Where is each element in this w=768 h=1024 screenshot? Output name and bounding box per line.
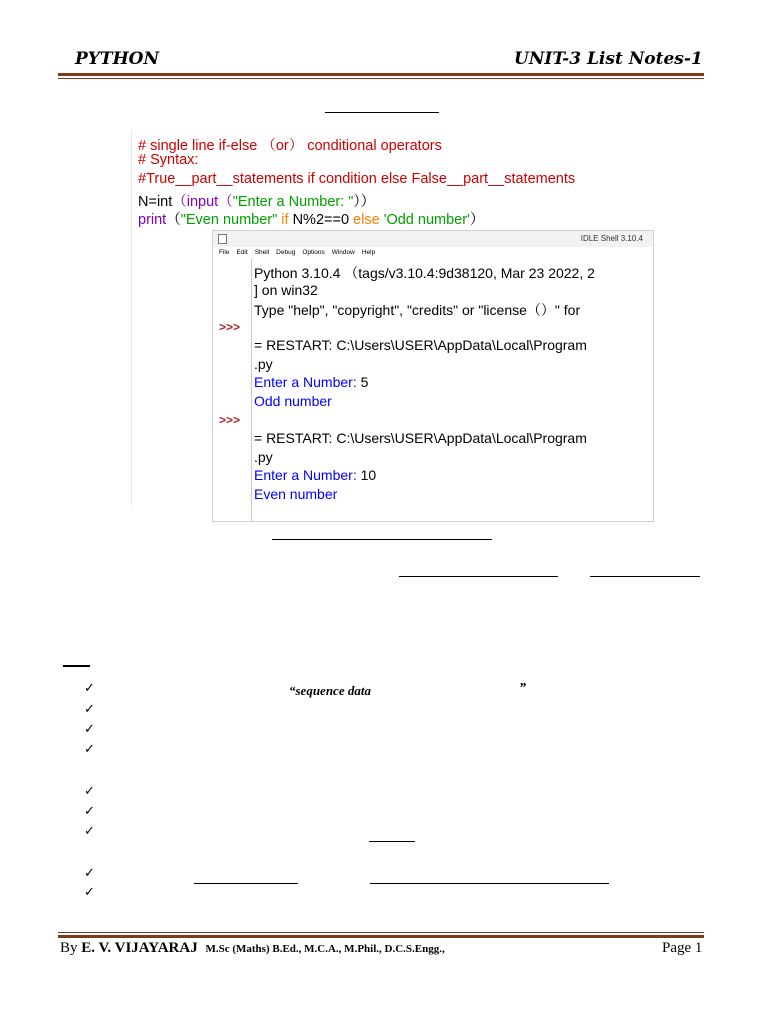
code-token-close-paren: ） (469, 212, 485, 228)
header-rule-thick (58, 73, 704, 76)
idle-shell-titlebar (213, 231, 653, 247)
code-token-prompt-string: "Enter a Number: " (232, 194, 354, 210)
idle-menu-bar (213, 247, 653, 259)
shell-input-1 (254, 374, 368, 390)
code-token-even-string: "Even number" (180, 212, 278, 228)
header-rule-thin (58, 78, 704, 79)
menu-edit[interactable]: Edit (236, 249, 248, 256)
shell-prompt-1: >>> (219, 320, 241, 334)
term-underline-1 (399, 576, 558, 577)
bullet-check-icon: ✓ (84, 702, 95, 717)
shell-banner-line-3: Type "help", "copyright", "credits" or "license（）" for (254, 302, 581, 318)
code-token-odd-string: 'Odd number' (383, 212, 470, 228)
shell-output-2: Even number (254, 486, 338, 502)
code-comment-1: # single line if-else （or） conditional operators (138, 138, 442, 154)
idle-shell-window (212, 230, 654, 522)
menu-shell[interactable]: Shell (254, 249, 270, 256)
shell-restart-2-ext: .py (254, 449, 273, 465)
shell-input-2 (254, 467, 376, 483)
shell-banner-line-1: Python 3.10.4 （tags/v3.10.4:9d38120, Mar 23 2022, 2 (254, 265, 595, 281)
idle-app-icon (218, 234, 227, 244)
shell-input-1-label: Enter a Number: (254, 374, 361, 390)
term-underline-2 (590, 576, 700, 577)
code-token-input: （input（ (172, 194, 233, 210)
bullet-check-icon: ✓ (84, 742, 95, 757)
quote-close: ” (519, 681, 526, 696)
section-heading-underline (272, 539, 492, 540)
shell-output-1: Odd number (254, 393, 332, 409)
footer-by: By (60, 940, 82, 956)
code-token-if: if (277, 212, 293, 228)
bullet-check-icon: ✓ (84, 885, 95, 900)
bullet-check-icon: ✓ (84, 804, 95, 819)
footer-page-number: Page 1 (662, 940, 703, 956)
footer-author-line (60, 940, 445, 957)
footer-author: E. V. VIJAYARAJ (81, 940, 198, 956)
shell-restart-2: = RESTART: C:\Users\USER\AppData\Local\Program (254, 430, 587, 446)
shell-prompt-2: >>> (219, 413, 241, 427)
bullet-term-underline-2 (194, 883, 298, 884)
header-right-title: UNIT-3 List Notes-1 (514, 49, 703, 69)
menu-debug[interactable]: Debug (276, 249, 296, 256)
menu-help[interactable]: Help (361, 249, 376, 256)
code-token-condition: N%2==0 (292, 212, 350, 228)
shell-prompt-gutter (213, 259, 252, 521)
bullet-check-icon: ✓ (84, 681, 95, 696)
code-line-print (138, 208, 484, 229)
shell-input-1-value: 5 (360, 374, 369, 390)
menu-window[interactable]: Window (331, 249, 355, 256)
bullet-term-underline-3 (370, 883, 609, 884)
code-token-else: else (349, 212, 384, 228)
shell-restart-1-ext: .py (254, 356, 273, 372)
header-left-title: PYTHON (75, 49, 159, 69)
code-comment-2: # Syntax: (138, 152, 199, 168)
shell-input-2-label: Enter a Number: (254, 467, 361, 483)
shell-restart-1: = RESTART: C:\Users\USER\AppData\Local\Program (254, 337, 587, 353)
code-token-print: print (138, 212, 167, 228)
code-comment-3: #True__part__statements if condition else False__part__statements (138, 171, 576, 187)
quote-sequence-data: “sequence data (289, 683, 371, 698)
subheading-underline (63, 665, 90, 667)
code-token-int: N=int (138, 194, 173, 210)
menu-options[interactable]: Options (302, 249, 325, 256)
code-screenshot (131, 130, 643, 505)
bullet-check-icon: ✓ (84, 824, 95, 839)
code-token-close: ）） (353, 194, 376, 210)
footer-rule-thin (58, 932, 704, 933)
shell-input-2-value: 10 (360, 467, 377, 483)
shell-banner-line-2: ] on win32 (254, 282, 318, 298)
bullet-check-icon: ✓ (84, 866, 95, 881)
code-token-open: （ (166, 212, 181, 228)
footer-qualifications: M.Sc (Maths) B.Ed., M.C.A., M.Phil., D.C.S.Engg., (205, 943, 445, 955)
menu-file[interactable]: File (219, 249, 230, 256)
bullet-check-icon: ✓ (84, 784, 95, 799)
footer-rule-thick (58, 935, 704, 938)
idle-shell-title: IDLE Shell 3.10.4 (580, 234, 643, 243)
bullet-check-icon: ✓ (84, 722, 95, 737)
heading-underline (325, 112, 439, 113)
bullet-term-underline (369, 841, 415, 842)
